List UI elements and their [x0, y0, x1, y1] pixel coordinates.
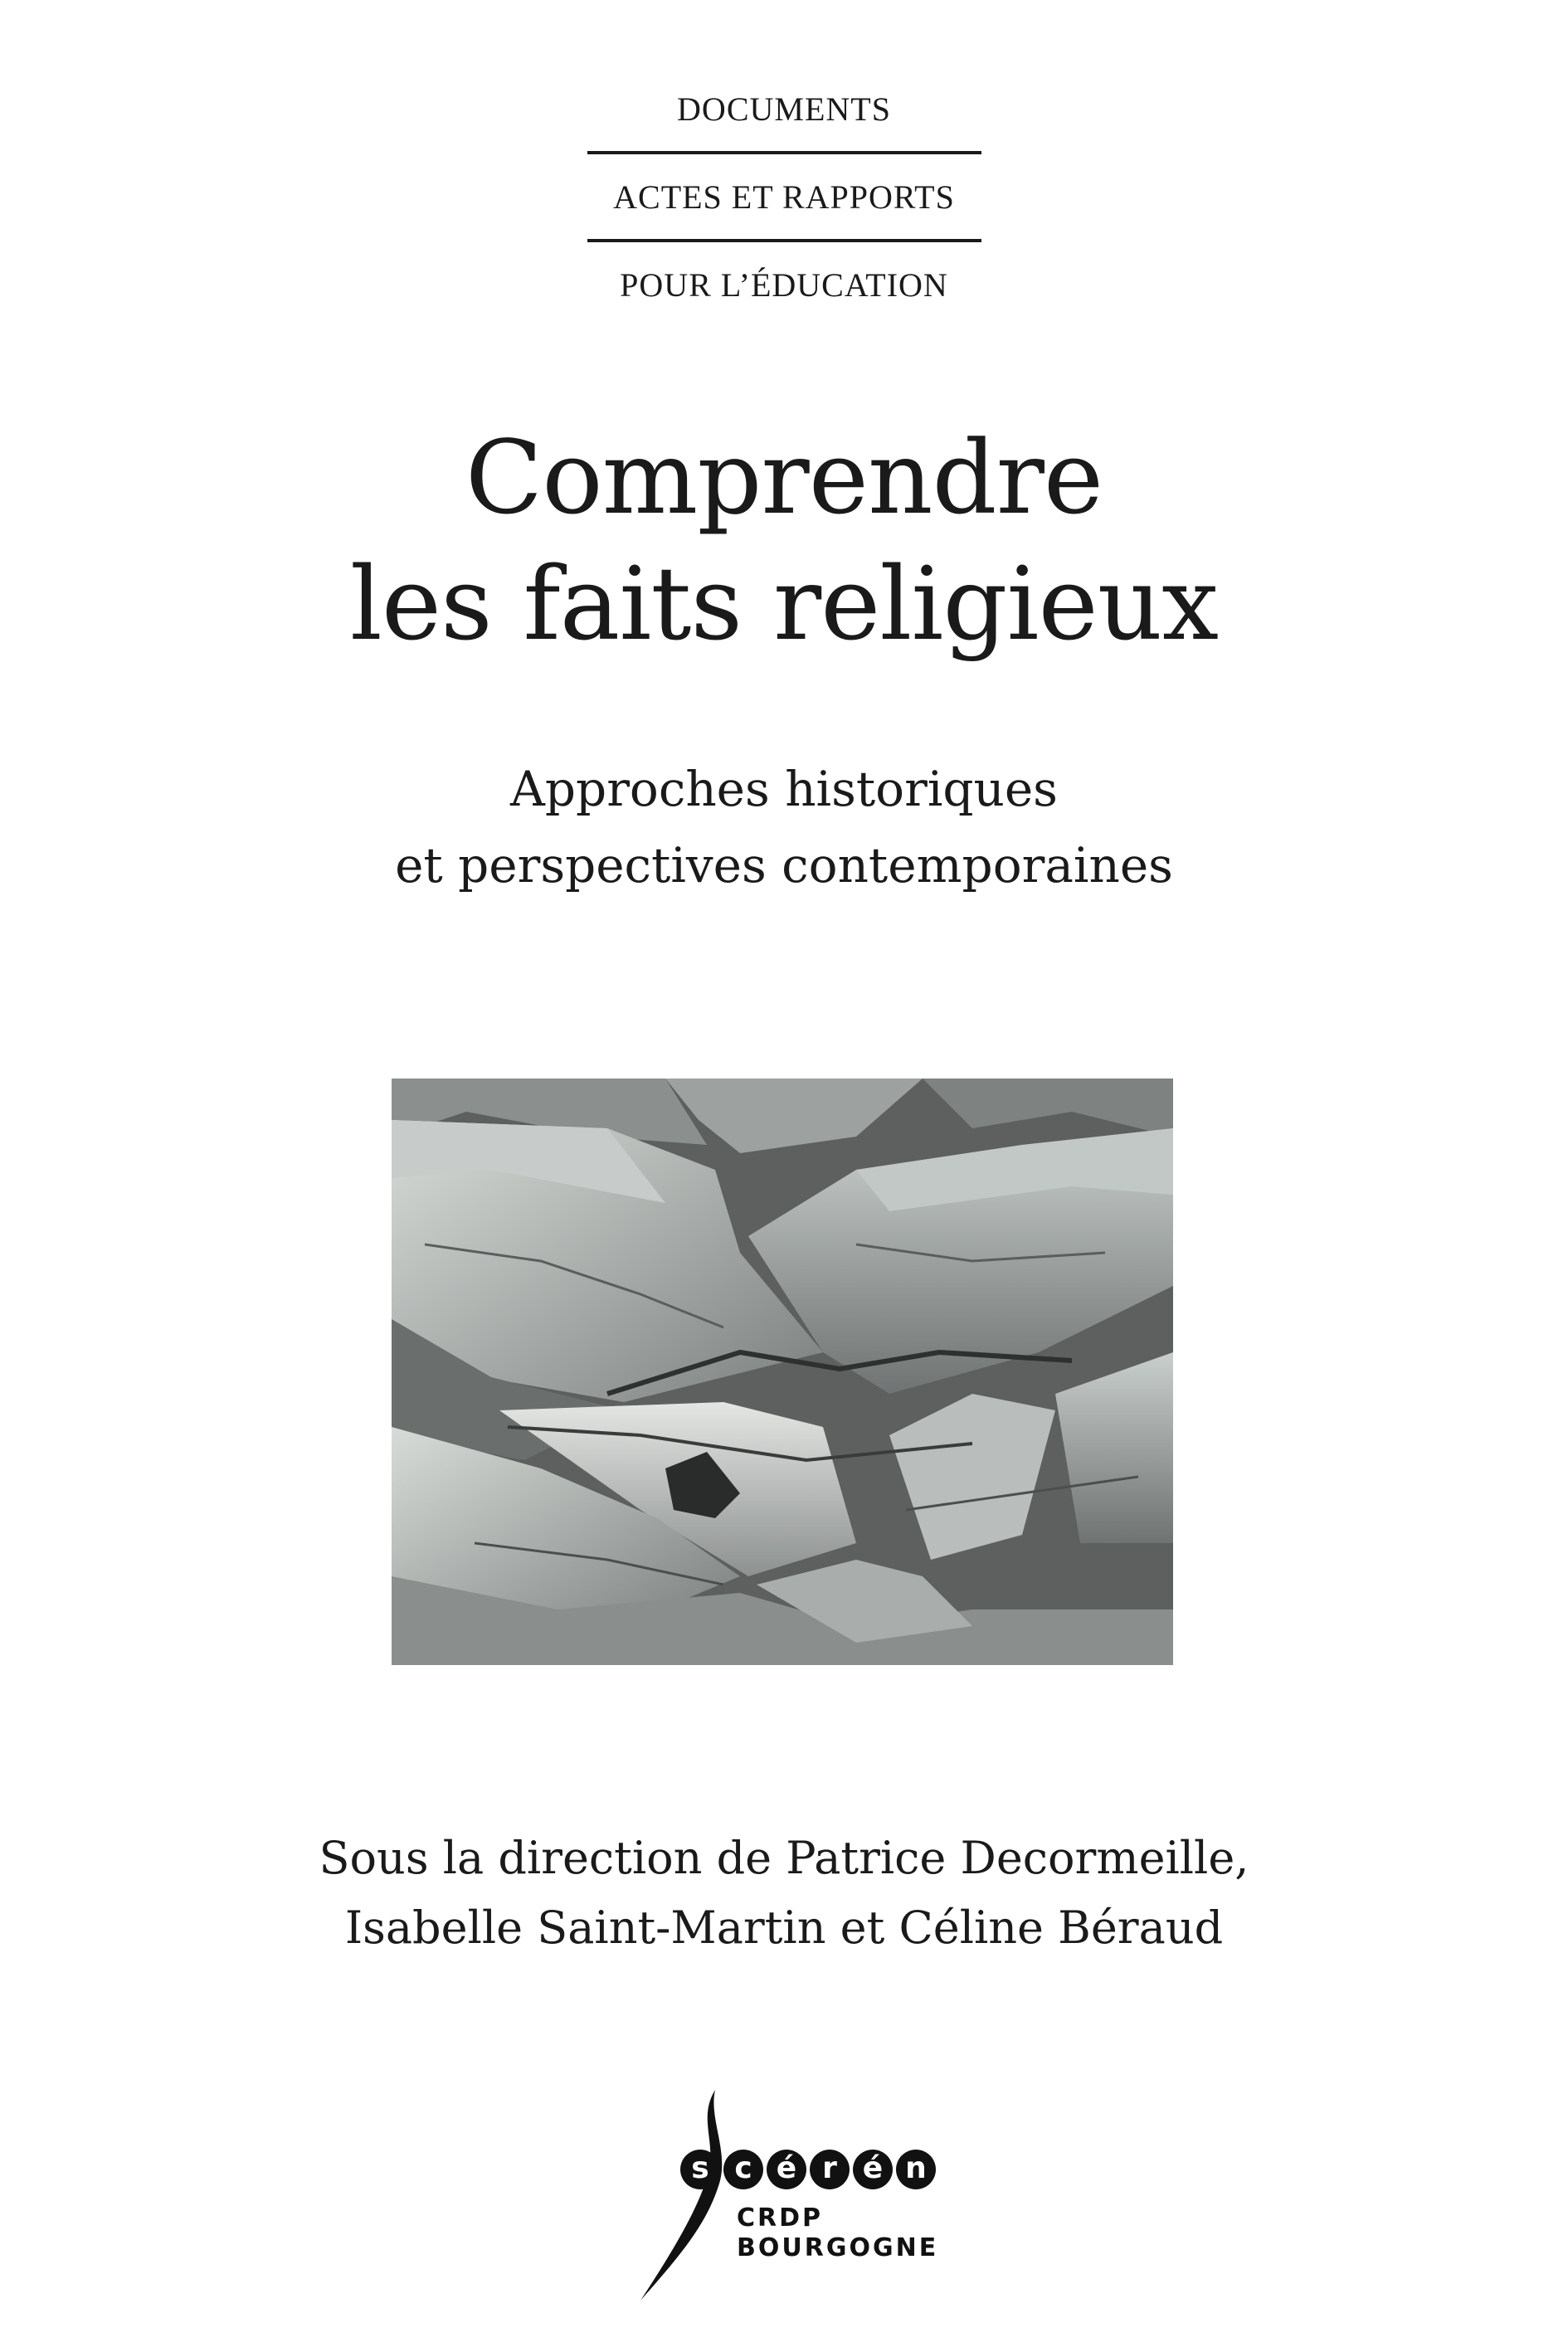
editors-credit	[0, 1824, 1568, 1963]
title-line-1: Comprendre	[465, 419, 1103, 537]
publisher-crdp: CRDP	[737, 2203, 824, 2233]
series-line-education: POUR L’ÉDUCATION	[620, 266, 948, 304]
logo-letter: r	[810, 2150, 850, 2189]
logo-letter: c	[723, 2150, 763, 2189]
logo-letter: s	[680, 2150, 720, 2189]
logo-letter: é	[767, 2150, 806, 2189]
book-subtitle	[0, 751, 1568, 903]
publisher-logo	[639, 2087, 937, 2302]
series-divider	[587, 151, 981, 154]
editors-line-1: Sous la direction de Patrice Decormeille,	[319, 1832, 1249, 1884]
publisher-region: BOURGOGNE	[737, 2233, 939, 2262]
logo-wordmark	[680, 2150, 936, 2198]
series-line-documents: DOCUMENTS	[677, 90, 891, 128]
palm-trunk-photo-illustration	[392, 1079, 1173, 1665]
book-title	[0, 415, 1568, 667]
series-divider	[587, 239, 981, 242]
title-line-2: les faits religieux	[349, 545, 1219, 663]
series-block	[0, 86, 1568, 309]
series-line-actes: ACTES ET RAPPORTS	[613, 178, 955, 216]
logo-letter: n	[896, 2150, 936, 2189]
subtitle-line-2: et perspectives contemporaines	[395, 837, 1173, 894]
editors-line-2: Isabelle Saint-Martin et Céline Béraud	[344, 1902, 1224, 1954]
logo-letter: é	[853, 2150, 893, 2189]
palm-trunk-photo	[392, 1079, 1173, 1665]
subtitle-line-1: Approches historiques	[510, 761, 1058, 817]
